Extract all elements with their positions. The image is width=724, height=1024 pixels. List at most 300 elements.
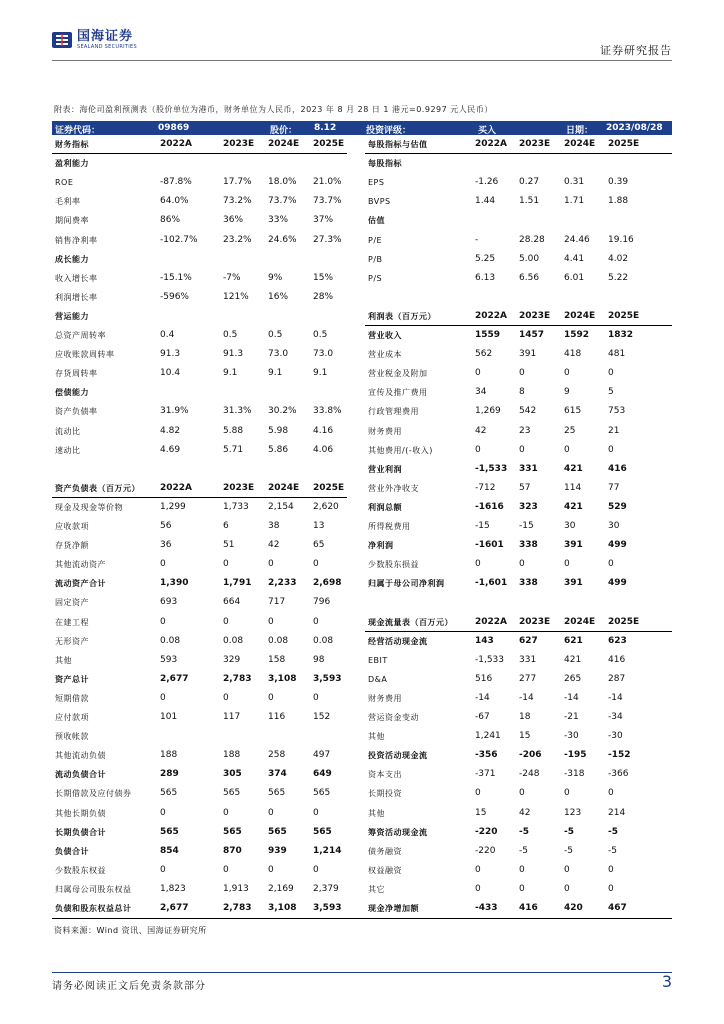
table-cell: 8	[519, 387, 525, 398]
table-cell: 1559	[475, 330, 501, 340]
table-cell: 42	[475, 425, 487, 436]
table-cell: 1,214	[313, 845, 342, 856]
table-cell: 542	[519, 406, 537, 417]
table-cell: 9.1	[268, 368, 283, 379]
table-cell: 15	[519, 731, 531, 742]
table-cell: -5	[519, 826, 529, 837]
table-cell: 2,620	[313, 501, 339, 512]
table-cell: 421	[564, 654, 582, 665]
table-cell: 57	[519, 482, 531, 493]
table-cell: 265	[564, 673, 582, 684]
row-label: 存货周转率	[55, 369, 98, 379]
table-cell: -1,533	[475, 463, 508, 474]
row-label: 少数股东权益	[55, 865, 106, 875]
table-section-header: 现金流量表（百万元）	[368, 617, 453, 627]
table-cell: 0.27	[519, 177, 540, 188]
table-cell: 21	[608, 425, 620, 436]
row-label: 短期借款	[55, 693, 89, 703]
row-label: 经营活动现金流	[368, 636, 428, 646]
table-cell: 33%	[268, 215, 289, 226]
row-label: 销售净利率	[55, 235, 98, 245]
table-cell: 51	[223, 540, 235, 551]
table-cell: 4.02	[608, 253, 629, 264]
table-cell: 565	[223, 826, 242, 837]
row-label: 归属母公司股东权益	[55, 884, 132, 894]
disclaimer-notice: 请务必阅读正文后免责条款部分	[52, 981, 206, 992]
table-cell: 6.01	[564, 272, 585, 283]
table-cell: -15	[475, 521, 490, 531]
table-cell: 1457	[519, 330, 545, 340]
table-cell: 5.71	[223, 444, 244, 455]
row-label: 长期负债合计	[55, 827, 106, 837]
stock-code: 09869	[158, 123, 190, 133]
row-label: EPS	[368, 178, 385, 188]
table-cell: 0	[608, 864, 614, 875]
table-cell: 0	[160, 692, 166, 703]
table-cell: 2025E	[313, 482, 345, 493]
table-cell: 27.3%	[313, 234, 342, 245]
section-rule	[365, 153, 672, 154]
table-cell: 101	[160, 712, 178, 722]
row-label: 归属于母公司净利润	[368, 579, 445, 589]
table-cell: 374	[268, 769, 287, 780]
table-cell: 23.2%	[223, 234, 252, 245]
table-cell: -1,601	[475, 578, 508, 589]
row-label: 应收款项	[55, 522, 89, 531]
row-label: 财务费用	[368, 426, 402, 436]
table-caption: 附表：海伦司盈利预测表（股价单位为港币，财务单位为人民币，2023 年 8 月 28 日 1 港元=0.9297 元人民币）	[54, 105, 493, 114]
section-rule	[365, 325, 672, 326]
section-rule	[365, 631, 672, 632]
row-label: 现金净增加额	[368, 904, 419, 913]
row-label: 其他长期负债	[55, 808, 106, 818]
table-cell: 17.7%	[223, 177, 252, 188]
table-cell: -5	[519, 845, 528, 856]
table-cell: 0	[223, 692, 229, 703]
table-cell: 2,677	[160, 903, 189, 913]
table-cell: 1.44	[475, 196, 496, 207]
table-cell: -712	[475, 482, 496, 493]
table-cell: 0	[519, 368, 525, 379]
table-cell: 30	[564, 521, 576, 531]
table-cell: 31.3%	[223, 406, 252, 417]
row-label: 速动比	[55, 445, 81, 455]
table-cell: 2022A	[475, 616, 508, 627]
table-cell: 77	[608, 482, 620, 493]
table-cell: 289	[160, 769, 179, 780]
row-label: 应收账款周转率	[55, 350, 115, 360]
table-cell: 114	[564, 482, 582, 493]
table-cell: 2025E	[608, 139, 640, 149]
table-cell: 0	[608, 559, 614, 570]
table-cell: 9.1	[223, 368, 238, 379]
table-cell: 565	[160, 788, 178, 799]
table-cell: 6.56	[519, 272, 540, 283]
table-cell: 0	[519, 864, 525, 875]
row-label: 预收帐款	[55, 732, 89, 742]
row-label: P/B	[368, 254, 383, 264]
page-number: 3	[661, 972, 672, 991]
table-cell: 0	[519, 559, 525, 570]
row-label: 营业利润	[368, 464, 402, 474]
row-label: 其他	[55, 655, 72, 665]
table-cell: 73.0	[313, 349, 334, 360]
table-cell: 2,783	[223, 903, 252, 913]
table-cell: 2,233	[268, 578, 297, 589]
footer-divider	[52, 972, 672, 973]
table-cell: 0	[268, 692, 274, 703]
table-cell: 391	[564, 540, 583, 551]
table-cell: 73.7%	[268, 196, 297, 207]
table-cell: 0	[268, 807, 274, 818]
table-cell: -1616	[475, 501, 504, 512]
row-label: 期间费率	[55, 216, 89, 226]
table-cell: 0.08	[313, 635, 334, 646]
table-cell: 3,593	[313, 673, 342, 684]
header-divider	[52, 60, 672, 61]
row-label: 少数股东损益	[368, 560, 419, 570]
table-cell: 91.3	[223, 349, 244, 360]
table-cell: 1,390	[160, 578, 189, 589]
table-cell: 25	[564, 425, 576, 436]
table-cell: 939	[268, 845, 287, 856]
table-cell: 0	[268, 616, 274, 627]
table-cell: -152	[608, 750, 631, 761]
table-cell: -21	[564, 712, 579, 722]
brand-name-cn: 国海证券	[77, 29, 134, 44]
table-cell: 15%	[313, 272, 334, 283]
row-label: 净利润	[368, 541, 394, 551]
table-cell: 0.08	[268, 635, 289, 646]
table-cell: 421	[564, 501, 583, 512]
table-cell: 0	[564, 883, 570, 894]
table-cell: -30	[608, 731, 623, 742]
table-cell: 0	[564, 444, 570, 455]
row-label: 营运资金变动	[368, 713, 419, 722]
table-cell: 30.2%	[268, 406, 297, 417]
row-label: 营业收入	[368, 331, 402, 340]
row-label: 利润总额	[368, 502, 402, 512]
table-cell: 664	[223, 597, 241, 608]
row-label: D&A	[368, 674, 388, 684]
table-cell: 2022A	[160, 139, 193, 149]
row-label: 现金及现金等价物	[55, 502, 123, 512]
row-label: 成长能力	[55, 254, 89, 264]
table-cell: 2024E	[268, 139, 300, 149]
row-label: 偿债能力	[55, 388, 89, 398]
table-cell: 0.5	[223, 330, 238, 340]
date-value: 2023/08/28	[606, 123, 663, 133]
table-cell: -7%	[223, 272, 241, 283]
table-cell: 1832	[608, 330, 634, 340]
table-cell: 2,379	[313, 883, 339, 894]
table-cell: 5.25	[475, 253, 496, 264]
table-cell: 693	[160, 597, 178, 608]
table-cell: -15	[519, 521, 534, 531]
table-cell: 65	[313, 540, 325, 551]
table-cell: 64.0%	[160, 196, 189, 207]
row-label: 收入增长率	[55, 273, 98, 283]
table-cell: 516	[475, 673, 493, 684]
row-label: 其他流动负债	[55, 751, 106, 761]
table-cell: 13	[313, 521, 325, 531]
table-cell: 2,783	[223, 673, 252, 684]
table-cell: 1,913	[223, 883, 249, 894]
table-cell: 4.82	[160, 425, 181, 436]
table-cell: 416	[608, 654, 626, 665]
row-label: 资产负债率	[55, 407, 98, 417]
price-label: 股价：	[270, 126, 298, 136]
row-label: 利润增长率	[55, 292, 98, 302]
table-cell: 37%	[313, 215, 334, 226]
table-cell: 391	[564, 578, 583, 589]
table-cell: 1.71	[564, 196, 585, 207]
table-cell: 0	[564, 788, 570, 799]
table-cell: 18.0%	[268, 177, 297, 188]
table-cell: 31.9%	[160, 406, 189, 417]
table-cell: 2022A	[475, 310, 508, 321]
table-cell: 0	[519, 444, 525, 455]
table-cell: 497	[313, 750, 331, 761]
table-cell: 2023E	[223, 139, 255, 149]
row-label: 毛利率	[55, 197, 81, 207]
table-cell: -14	[475, 692, 490, 703]
table-cell: 121%	[223, 291, 249, 302]
stock-code-label: 证券代码：	[55, 126, 101, 136]
row-label: 每股指标	[368, 159, 402, 169]
table-cell: -433	[475, 903, 498, 913]
table-cell: -371	[475, 769, 496, 780]
table-cell: 0	[223, 807, 229, 818]
table-cell: 565	[160, 826, 179, 837]
table-cell: 565	[268, 788, 286, 799]
table-cell: 5.98	[268, 425, 289, 436]
table-cell: 3,108	[268, 673, 297, 684]
table-cell: 2022A	[475, 139, 508, 149]
table-cell: 1.51	[519, 196, 540, 207]
table-cell: -220	[475, 826, 498, 837]
price-value: 8.12	[314, 123, 337, 133]
table-cell: 0	[608, 883, 614, 894]
table-cell: 9%	[268, 272, 283, 283]
table-cell: 331	[519, 463, 538, 474]
table-cell: 565	[313, 826, 332, 837]
row-label: 其他	[368, 732, 385, 742]
row-label: 流动比	[55, 426, 81, 436]
table-cell: 0	[313, 616, 319, 627]
table-cell: 854	[160, 845, 179, 856]
table-cell: 123	[564, 807, 582, 818]
table-cell: 2025E	[313, 139, 345, 149]
row-label: 总资产周转率	[55, 331, 106, 340]
table-cell: 481	[608, 349, 626, 360]
table-cell: -14	[519, 692, 534, 703]
date-label: 日期：	[566, 126, 594, 136]
table-cell: -87.8%	[160, 177, 192, 188]
row-label: 负债合计	[55, 846, 89, 856]
table-cell: 28.28	[519, 234, 545, 245]
row-label: 流动资产合计	[55, 579, 106, 589]
table-cell: -34	[608, 712, 623, 722]
table-cell: 323	[519, 501, 538, 512]
rating-value: 买入	[478, 126, 497, 136]
row-label: P/E	[368, 235, 383, 245]
table-cell: 73.2%	[223, 196, 252, 207]
row-label: 估值	[368, 216, 385, 226]
table-cell: 116	[268, 712, 286, 722]
table-cell: 91.3	[160, 349, 181, 360]
row-label: 筹资活动现金流	[368, 827, 428, 837]
table-cell: 329	[223, 654, 241, 665]
table-cell: 2022A	[160, 482, 193, 493]
table-cell: 0.08	[223, 635, 244, 646]
row-label: 流动负债合计	[55, 770, 106, 780]
sealand-logo-icon	[52, 30, 72, 50]
table-cell: 214	[608, 807, 626, 818]
table-cell: 33.8%	[313, 406, 342, 417]
row-label: P/S	[368, 273, 383, 283]
table-cell: 21.0%	[313, 177, 342, 188]
table-cell: 0	[608, 368, 614, 379]
table-section-header: 财务指标	[55, 140, 89, 149]
table-cell: 1,299	[160, 501, 186, 512]
table-cell: 0	[313, 864, 319, 875]
table-cell: 73.7%	[313, 196, 342, 207]
summary-bar	[52, 121, 672, 135]
table-cell: 0	[564, 559, 570, 570]
table-cell: 0	[564, 864, 570, 875]
row-label: 营业外净收支	[368, 483, 419, 493]
table-cell: 23	[519, 425, 531, 436]
row-label: ROE	[55, 178, 74, 188]
table-cell: 499	[608, 540, 627, 551]
row-label: 债务融资	[368, 846, 402, 856]
table-cell: 4.41	[564, 253, 585, 264]
section-rule	[52, 497, 347, 498]
table-cell: 870	[223, 845, 242, 856]
table-cell: 0	[519, 883, 525, 894]
table-cell: 6.13	[475, 272, 496, 283]
row-label: 长期投资	[368, 789, 402, 799]
table-cell: 0	[223, 616, 229, 627]
row-label: 其他费用/(-收入)	[368, 445, 433, 455]
table-cell: 1,791	[223, 578, 252, 589]
row-label: 营业税金及附加	[368, 369, 428, 379]
table-cell: 621	[564, 635, 583, 646]
table-cell: 36%	[223, 215, 244, 226]
table-cell: 421	[564, 463, 583, 474]
table-cell: 28%	[313, 291, 334, 302]
table-cell: 143	[475, 635, 494, 646]
table-cell: -318	[564, 769, 585, 780]
table-cell: 0	[223, 559, 229, 570]
table-cell: 0	[313, 807, 319, 818]
table-cell: 565	[223, 788, 241, 799]
row-label: 投资活动现金流	[368, 751, 428, 761]
row-label: 行政管理费用	[368, 407, 419, 417]
table-cell: 1.88	[608, 196, 629, 207]
table-cell: 2025E	[608, 616, 640, 627]
table-cell: 0	[223, 864, 229, 875]
table-cell: 42	[519, 807, 531, 818]
rating-label: 投资评级：	[366, 126, 412, 136]
table-cell: 24.6%	[268, 234, 297, 245]
table-cell: 2,677	[160, 673, 189, 684]
table-cell: 15	[475, 807, 487, 818]
table-cell: 2024E	[564, 139, 596, 149]
table-cell: 0	[160, 807, 166, 818]
table-cell: 5.22	[608, 272, 629, 283]
table-cell: 5.88	[223, 425, 244, 436]
table-cell: -102.7%	[160, 234, 198, 245]
table-cell: 0.08	[160, 635, 181, 646]
table-cell: 305	[223, 769, 242, 780]
table-cell: -1,533	[475, 654, 505, 665]
table-cell: 615	[564, 406, 582, 417]
table-cell: 0	[475, 368, 481, 379]
table-cell: 5.00	[519, 253, 540, 264]
table-cell: 0	[475, 883, 481, 894]
table-cell: 0	[519, 788, 525, 799]
table-cell: 649	[313, 769, 332, 780]
table-cell: 0	[268, 559, 274, 570]
row-label: 财务费用	[368, 693, 402, 703]
row-label: 资产总计	[55, 674, 89, 684]
table-cell: 6	[223, 521, 229, 531]
table-cell: 0.39	[608, 177, 629, 188]
table-cell: 5.86	[268, 444, 289, 455]
row-label: 宣传及推广费用	[368, 388, 428, 398]
table-cell: 0	[608, 788, 614, 799]
table-cell: 2024E	[564, 616, 596, 627]
table-cell: -5	[608, 826, 618, 837]
section-rule	[52, 153, 347, 154]
table-cell: 0	[160, 864, 166, 875]
row-label: 其他	[368, 808, 385, 818]
table-section-header: 每股指标与估值	[368, 140, 428, 149]
table-cell: 565	[313, 788, 331, 799]
table-cell: 0	[475, 864, 481, 875]
table-cell: 2,698	[313, 578, 342, 589]
table-cell: 287	[608, 673, 626, 684]
row-label: 存货净额	[55, 541, 89, 551]
table-cell: 4.16	[313, 425, 334, 436]
table-cell: 34	[475, 387, 487, 398]
table-cell: 38	[268, 521, 280, 531]
row-label: BVPS	[368, 197, 391, 207]
row-label: 权益融资	[368, 865, 402, 875]
table-cell: 717	[268, 597, 286, 608]
row-label: 在建工程	[55, 617, 89, 627]
table-cell: -5	[608, 845, 617, 856]
table-cell: 277	[519, 673, 537, 684]
table-cell: 10.4	[160, 368, 181, 379]
row-label: EBIT	[368, 655, 388, 665]
table-cell: 9	[564, 387, 570, 398]
table-cell: 3,108	[268, 903, 297, 913]
table-cell: 1,733	[223, 501, 249, 512]
table-cell: 2,169	[268, 883, 294, 894]
table-cell: 2,154	[268, 501, 294, 512]
table-cell: 529	[608, 501, 627, 512]
table-cell: 86%	[160, 215, 181, 226]
table-cell: 0	[475, 788, 481, 799]
table-cell: 18	[519, 712, 531, 722]
table-cell: -15.1%	[160, 272, 192, 283]
table-cell: -195	[564, 750, 587, 761]
table-cell: 0.4	[160, 330, 175, 340]
table-cell: 4.69	[160, 444, 181, 455]
